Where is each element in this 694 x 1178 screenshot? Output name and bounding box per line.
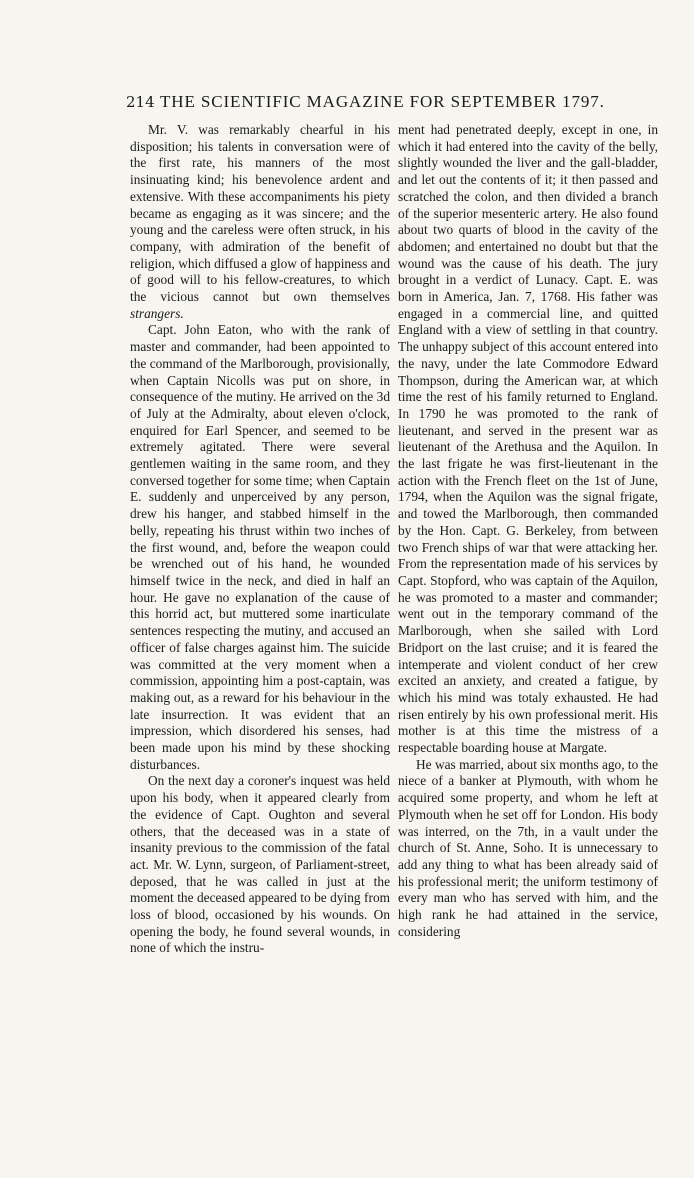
left-column: [130, 122, 390, 957]
page-number: 214: [126, 93, 155, 111]
page-title: THE SCIENTIFIC MAGAZINE FOR SEPTEMBER 1797.: [160, 92, 605, 111]
paragraph-marriage: He was married, about six months ago, to the niece of a banker at Plymouth, with whom he acquired some property, and whom he left at Plymouth when he set off for London. His body was interred, on the 7th, in a vault under the church of St. Anne, Soho. It is unnecessary to add any thing to what has been already said of his professional merit; the uniform testimony of every man who has served with him, and the high rank he had attained in the service, considering: [398, 756, 658, 939]
paragraph-capt-eaton: Capt. John Eaton, who with the rank of master and commander, had been appointed to the command of the Marlborough, provisionally, when Captain Nicolls was put on shore, in consequence of the mutiny. He arrived on the 3d of July at the Admiralty, about eleven o'clock, enquired for Earl Spencer, and seemed to be extremely agitated. There were several gentlemen waiting in the same room, and they conversed together for some time; when Captain E. suddenly and unperceived by any person, drew his hanger, and stabbed himself in the belly, repeating his thrust within two inches of the first wound, and, before the weapon could be wrenched out of his hand, he wounded himself twice in the neck, and died in half an hour. He gave no explanation of the cause of this horrid act, but muttered some inarticulate sentences respecting the mutiny, and accused an officer of false charges against him. The suicide was committed at the very moment when a commission, appointing him a post-captain, was making out, as a reward for his behaviour in the late insurrection. It was evident that an impression, which disordered his senses, had been made upon his mind by these shocking disturbances.: [130, 322, 390, 772]
paragraph-mr-v: [130, 122, 390, 322]
running-header: [126, 92, 674, 116]
paragraph-text: Mr. V. was remarkably chearful in his disposition; his talents in conversation were of the first rate, his manners of the most insinuating kind; his benevolence ardent and extensive. With these accompaniments his piety became as engaging as it was sincere; and the young and the careless were often struck, in his company, with admiration of the benefit of religion, which diffused a glow of happiness and of good will to his fellow-creatures, to which the vicious cannot but own themselves: [130, 122, 390, 305]
paragraph-continued: ment had penetrated deeply, except in one, in which it had entered into the cavity of the belly, slightly wounded the liver and the gall-bladder, and let out the contents of it; it then passed and scratched the colon, and then divided a branch of the superior mesenteric artery. He also found about two quarts of blood in the cavity of the abdomen; and entertained no doubt but that the wound was the cause of his death. The jury brought in a verdict of Lunacy. Capt. E. was born in America, Jan. 7, 1768. His father was engaged in a commercial line, and quitted England with a view of settling in that country. The unhappy subject of this account entered into the navy, under the late Commodore Edward Thompson, during the American war, at which time the rest of his family returned to England. In 1790 he was promoted to the rank of lieutenant, and served in the present war as lieutenant of the Arethusa and the Aquilon. In the last frigate he was first-lieutenant in the action with the French fleet on the 1st of June, 1794, when the Aquilon was the signal frigate, and towed the Marlborough, then commanded by the Hon. Capt. G. Berkeley, from between two French ships of war that were attacking her. From the representation made of his services by Capt. Stopford, who was captain of the Aquilon, he was promoted to a master and commander; went out in the temporary command of the Marlborough, when she sailed with Lord Bridport on the last cruise; and it is feared the intemperate and violent conduct of her crew excited an anxiety, and created a fatigue, by which his mind was totaly exhausted. He had risen entirely by his own professional merit. His mother is at this time the mistress of a respectable boarding house at Margate.: [398, 122, 658, 756]
paragraph-coroner-inquest: On the next day a coroner's inquest was held upon his body, when it appeared clearly from the evidence of Capt. Oughton and several others, that the deceased was in a state of insanity previous to the commission of the fatal act. Mr. W. Lynn, surgeon, of Parliament-street, deposed, that he was called in just at the moment the deceased appeared to be dying from loss of blood, occasioned by his wounds. On opening the body, he found several wounds, in none of which the instru-: [130, 773, 390, 956]
right-column: [398, 122, 658, 940]
paragraph-italic-ending: strangers.: [130, 305, 184, 321]
